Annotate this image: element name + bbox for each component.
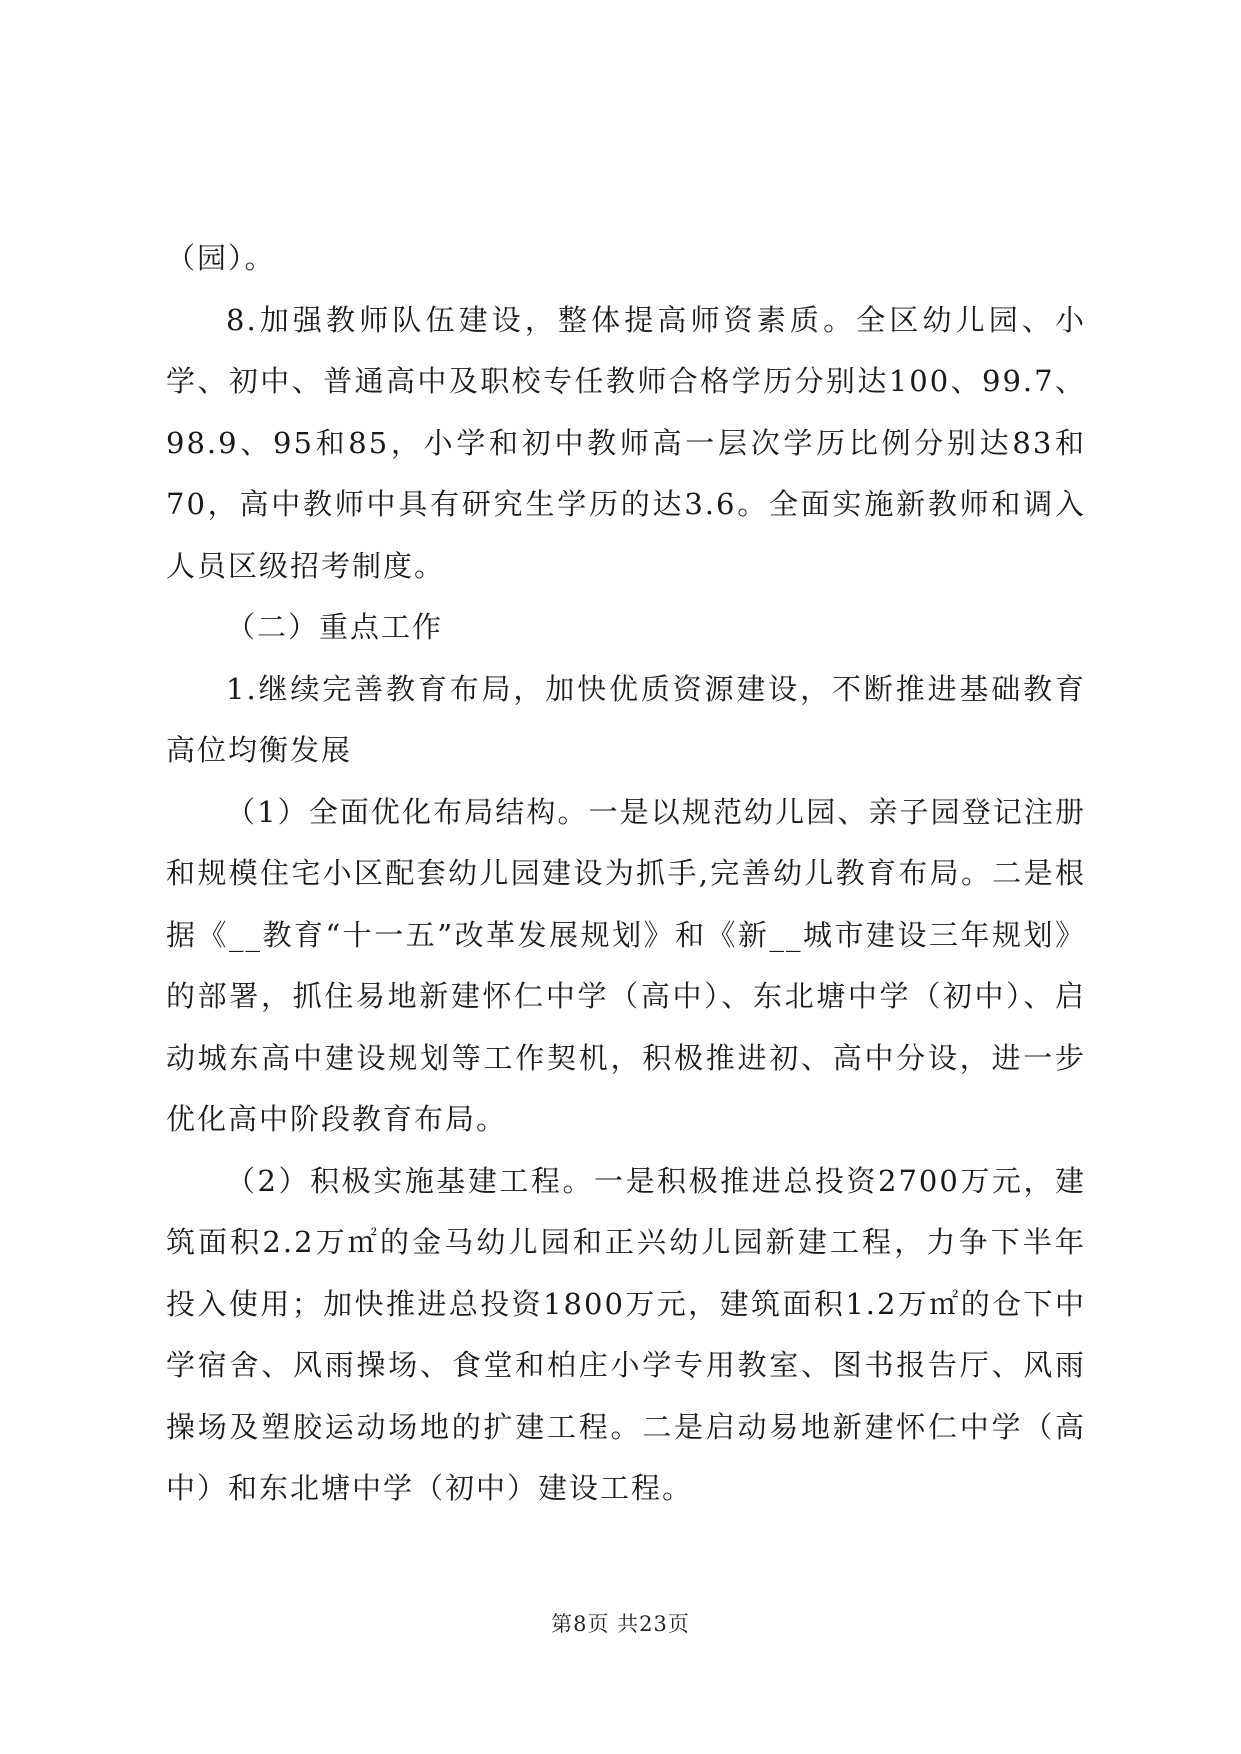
section-heading-key-work: （二）重点工作 bbox=[226, 610, 444, 644]
document-body bbox=[166, 228, 1086, 1520]
paragraph-continuation: （园）。 bbox=[166, 241, 276, 275]
paragraph-subitem-2: （2）积极实施基建工程。一是积极推进总投资2700万元，建筑面积2.2万㎡的金马幼儿园和正兴幼儿园新建工程，力争下半年投入使用；加快推进总投资1800万元，建筑面积1.2万㎡的仓下中学宿舍、风雨操场、食堂和柏庄小学专用教室、图书报告厅、风雨操场及塑胶运动场地的扩建工程。二是启动易地新建怀仁中学（高中）和东北塘中学（初中）建设工程。 bbox=[166, 1163, 1086, 1505]
page-footer: 第8页 共23页 bbox=[551, 1612, 690, 1636]
paragraph-item-1: 1.继续完善教育布局，加快优质资源建设，不断推进基础教育高位均衡发展 bbox=[166, 671, 1086, 767]
paragraph-item-8: 8.加强教师队伍建设，整体提高师资素质。全区幼儿园、小学、初中、普通高中及职校专任教师合格学历分别达100、99.7、98.9、95和85，小学和初中教师高一层次学历比例分别达83和70，高中教师中具有研究生学历的达3.6。全面实施新教师和调入人员区级招考制度。 bbox=[166, 302, 1086, 583]
paragraph-subitem-1: （1）全面优化布局结构。一是以规范幼儿园、亲子园登记注册和规模住宅小区配套幼儿园建设为抓手,完善幼儿教育布局。二是根据《__教育“十一五”改革发展规划》和《新__城市建设三年规划》的部署，抓住易地新建怀仁中学（高中）、东北塘中学（初中）、启动城东高中建设规划等工作契机，积极推进初、高中分设，进一步优化高中阶段教育布局。 bbox=[166, 794, 1086, 1136]
